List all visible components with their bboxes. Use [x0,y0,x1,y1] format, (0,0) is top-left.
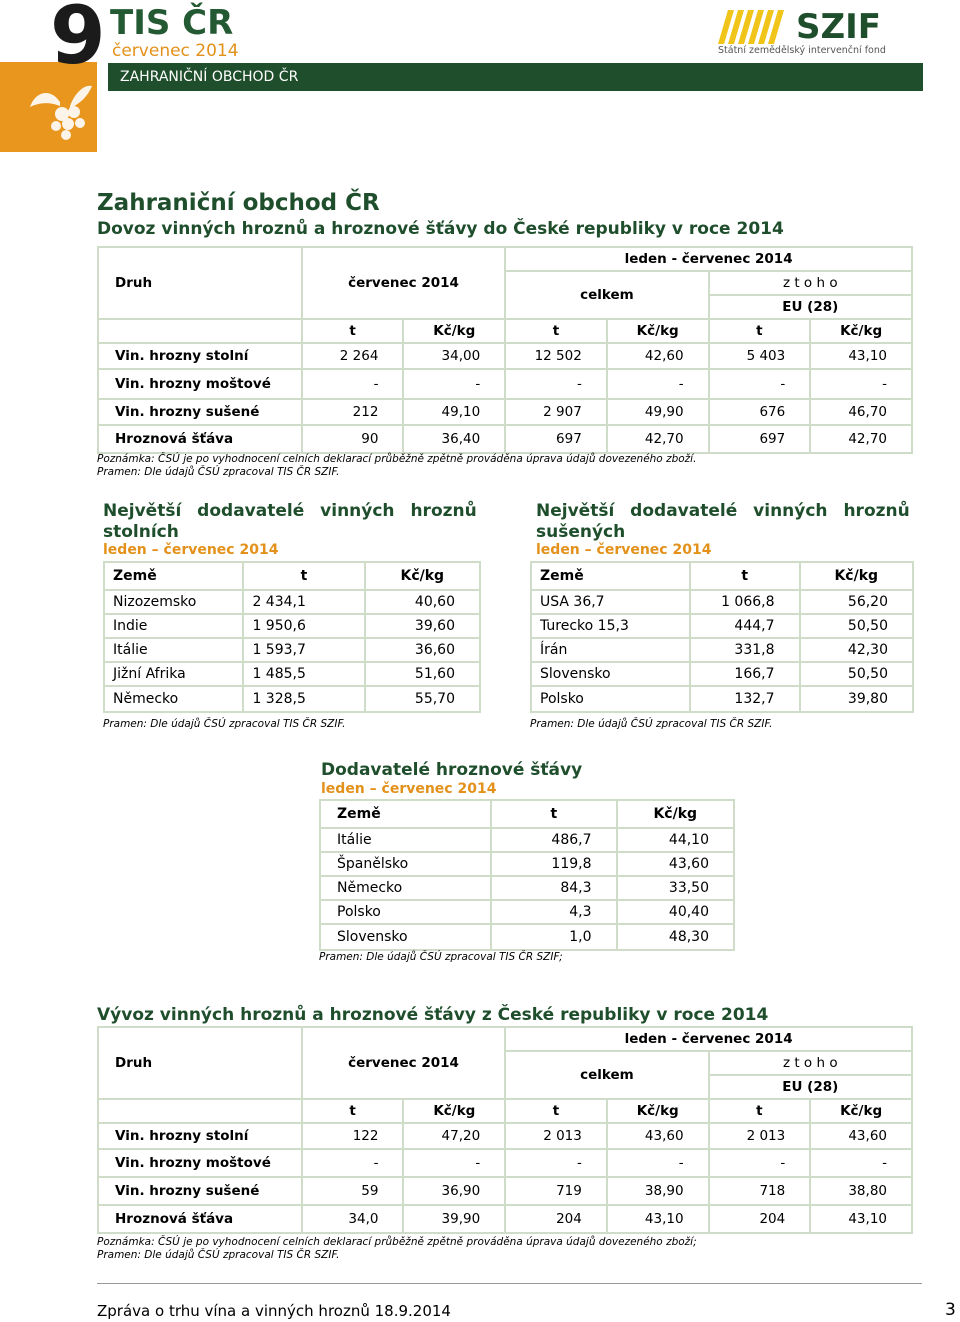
cell-value: - [403,369,505,399]
cell-value: 36,40 [403,425,505,453]
cell-price: 39,80 [800,686,913,712]
unit-header-t: t [302,319,404,343]
cell-value: 43,60 [607,1123,709,1149]
szif-logo-subtitle: Státní zemědělský intervenční fond [718,45,886,56]
unit-header-t: t [302,1099,404,1123]
col-header-period: leden - červenec 2014 [505,247,912,271]
row-label: Vin. hrozny moštové [98,1149,302,1177]
col-header-t: t [491,800,616,828]
cell-country: Turecko 15,3 [531,614,690,638]
cell-value: 204 [505,1205,607,1233]
cell-country: Nizozemsko [104,590,243,614]
cell-value: 34,00 [403,343,505,369]
issue-number: 9 [50,0,102,82]
cell-value: 697 [505,425,607,453]
cell-value: - [810,1149,912,1177]
cell-t: 4,3 [491,900,616,924]
cell-t: 1 066,8 [690,590,800,614]
issue-month: červenec 2014 [112,41,239,61]
row-label: Hroznová šťáva [98,1205,302,1233]
import-title: Dovoz vinných hroznů a hroznové šťávy do České republiky v roce 2014 [97,219,784,239]
cell-value: - [403,1149,505,1177]
unit-header-t: t [709,319,811,343]
dried-suppliers-table [530,561,914,713]
cell-value: - [607,1149,709,1177]
cell-value: 38,90 [607,1177,709,1205]
cell-value: 43,10 [607,1205,709,1233]
cell-value: 90 [302,425,404,453]
cell-value: - [505,369,607,399]
cell-value: 34,0 [302,1205,404,1233]
cell-value: 2 907 [505,399,607,425]
cell-value: 38,80 [810,1177,912,1205]
juice-suppliers-period: leden – červenec 2014 [321,781,497,797]
export-table [97,1026,913,1234]
cell-country: Německo [104,686,243,712]
brand-title: TIS ČR [110,3,234,43]
col-header-druh: Druh [98,247,302,319]
cell-price: 48,30 [617,924,735,950]
import-note: Poznámka: ČSÚ je po vyhodnocení celních deklarací průběžně zpětně prováděna úprava údajů dovezeného zboží. [97,453,697,465]
row-label: Vin. hrozny sušené [98,1177,302,1205]
col-header-of-which: z t o h o [709,1051,912,1075]
export-note: Poznámka: ČSÚ je po vyhodnocení celních deklarací průběžně zpětně prováděna úprava údajů dovezeného zboží; [97,1236,697,1248]
grapes-suppliers-source: Pramen: Dle údajů ČSÚ zpracoval TIS ČR SZIF. [103,718,346,730]
row-label: Hroznová šťáva [98,425,302,453]
unit-header-czk: Kč/kg [810,319,912,343]
row-label: Vin. hrozny stolní [98,1123,302,1149]
cell-price: 40,60 [365,590,480,614]
cell-country: Německo [320,876,491,900]
cell-value: 2 264 [302,343,404,369]
unit-header-czk: Kč/kg [403,319,505,343]
cell-price: 56,20 [800,590,913,614]
unit-header-t: t [505,1099,607,1123]
cell-price: 43,60 [617,852,735,876]
cell-value: 2 013 [505,1123,607,1149]
cell-value: 5 403 [709,343,811,369]
cell-value: - [709,369,811,399]
row-label: Vin. hrozny sušené [98,399,302,425]
section-bar [108,63,923,91]
cell-price: 39,60 [365,614,480,638]
cell-value: - [505,1149,607,1177]
cell-value: - [607,369,709,399]
row-label: Vin. hrozny stolní [98,343,302,369]
unit-header-czk: Kč/kg [607,1099,709,1123]
dried-suppliers-source: Pramen: Dle údajů ČSÚ zpracoval TIS ČR SZIF. [530,718,773,730]
cell-country: Španělsko [320,852,491,876]
cell-value: 59 [302,1177,404,1205]
cell-value: 697 [709,425,811,453]
cell-t: 331,8 [690,638,800,662]
juice-suppliers-source: Pramen: Dle údajů ČSÚ zpracoval TIS ČR SZIF; [319,951,563,963]
cell-value: 39,90 [403,1205,505,1233]
footer-divider [97,1283,922,1284]
col-header-country: Země [104,562,243,590]
cell-value: 212 [302,399,404,425]
cell-value: - [302,1149,404,1177]
col-header-czk: Kč/kg [617,800,735,828]
dried-suppliers-period: leden – červenec 2014 [536,542,712,558]
footer-text: Zpráva o trhu vína a vinných hroznů 18.9.2014 [97,1302,451,1320]
cell-value: - [810,369,912,399]
col-header-month: červenec 2014 [302,1027,505,1099]
unit-header-czk: Kč/kg [607,319,709,343]
juice-suppliers-title: Dodavatelé hroznové šťávy [321,760,583,780]
cell-country: Polsko [531,686,690,712]
export-title: Vývoz vinných hroznů a hroznové šťávy z České republiky v roce 2014 [97,1005,769,1025]
col-header-total: celkem [505,1051,708,1099]
cell-value: 36,90 [403,1177,505,1205]
col-header-period: leden - červenec 2014 [505,1027,912,1051]
col-header-of-which: z t o h o [709,271,912,295]
cell-value: 49,90 [607,399,709,425]
col-header-eu: EU (28) [709,1075,912,1099]
cell-value: 46,70 [810,399,912,425]
cell-t: 84,3 [491,876,616,900]
col-header-czk: Kč/kg [365,562,480,590]
cell-value: - [709,1149,811,1177]
cell-value: 43,60 [810,1123,912,1149]
cell-value: 204 [709,1205,811,1233]
cell-value: 43,10 [810,343,912,369]
cell-value: 2 013 [709,1123,811,1149]
cell-country: Slovensko [320,924,491,950]
cell-price: 44,10 [617,828,735,852]
cell-t: 166,7 [690,662,800,686]
col-header-eu: EU (28) [709,295,912,319]
cell-value: 676 [709,399,811,425]
cell-t: 1 593,7 [243,638,364,662]
col-header-t: t [243,562,364,590]
grapes-suppliers-title: Největší dodavatelé vinných hroznů stolních [103,501,477,542]
import-table [97,246,913,454]
cell-value: 49,10 [403,399,505,425]
cell-t: 444,7 [690,614,800,638]
cell-price: 55,70 [365,686,480,712]
cell-value: 42,60 [607,343,709,369]
juice-suppliers-table [319,799,735,951]
cell-price: 36,60 [365,638,480,662]
cell-country: Polsko [320,900,491,924]
cell-country: Jižní Afrika [104,662,243,686]
cell-value: 122 [302,1123,404,1149]
grapes-suppliers-period: leden – červenec 2014 [103,542,279,558]
col-header-country: Země [320,800,491,828]
cell-t: 1 485,5 [243,662,364,686]
cell-value: 718 [709,1177,811,1205]
unit-header-t: t [709,1099,811,1123]
row-label: Vin. hrozny moštové [98,369,302,399]
cell-value: - [302,369,404,399]
cell-value: 42,70 [607,425,709,453]
unit-header-t: t [505,319,607,343]
cell-value: 47,20 [403,1123,505,1149]
col-header-druh: Druh [98,1027,302,1099]
cell-value: 12 502 [505,343,607,369]
section-title: ZAHRANIČNÍ OBCHOD ČR [120,69,299,85]
cell-price: 33,50 [617,876,735,900]
cell-t: 119,8 [491,852,616,876]
dried-suppliers-title: Největší dodavatelé vinných hroznů sušených [536,501,910,542]
cell-country: Itálie [320,828,491,852]
szif-logo-text: SZIF [796,7,882,47]
cell-country: Slovensko [531,662,690,686]
export-source: Pramen: Dle údajů ČSÚ zpracoval TIS ČR SZIF. [97,1249,340,1261]
cell-country: USA 36,7 [531,590,690,614]
cell-t: 1,0 [491,924,616,950]
page-number: 3 [945,1300,956,1320]
import-source: Pramen: Dle údajů ČSÚ zpracoval TIS ČR SZIF. [97,466,340,478]
main-title: Zahraniční obchod ČR [97,190,380,216]
grapes-suppliers-table [103,561,481,713]
cell-price: 50,50 [800,614,913,638]
cell-t: 2 434,1 [243,590,364,614]
cell-t: 132,7 [690,686,800,712]
cell-country: Írán [531,638,690,662]
cell-country: Indie [104,614,243,638]
unit-header-czk: Kč/kg [810,1099,912,1123]
cell-value: 719 [505,1177,607,1205]
cell-country: Itálie [104,638,243,662]
cell-price: 40,40 [617,900,735,924]
cell-price: 42,30 [800,638,913,662]
cell-value: 42,70 [810,425,912,453]
cell-t: 1 950,6 [243,614,364,638]
szif-wheat-icon [718,10,794,44]
cell-price: 51,60 [365,662,480,686]
col-header-country: Země [531,562,690,590]
cell-t: 1 328,5 [243,686,364,712]
cell-t: 486,7 [491,828,616,852]
col-header-czk: Kč/kg [800,562,913,590]
cell-value: 43,10 [810,1205,912,1233]
cell-price: 50,50 [800,662,913,686]
col-header-total: celkem [505,271,708,319]
unit-header-czk: Kč/kg [403,1099,505,1123]
col-header-t: t [690,562,800,590]
col-header-month: červenec 2014 [302,247,505,319]
